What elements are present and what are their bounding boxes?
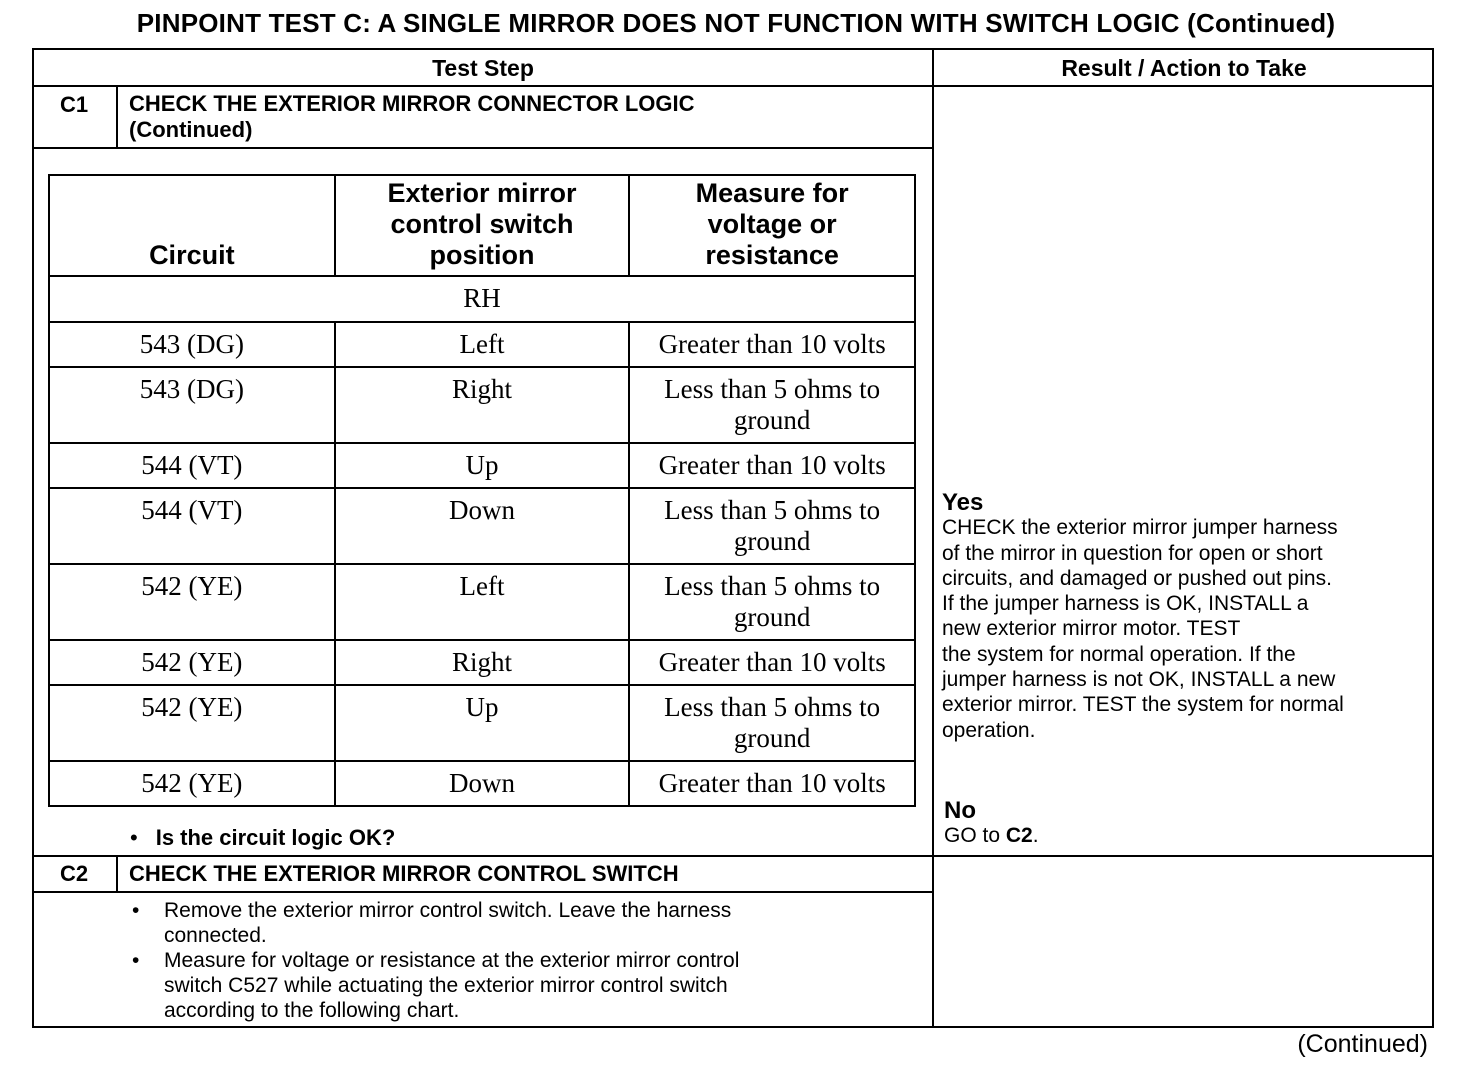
result-yes-line: of the mirror in question for open or short (942, 541, 1323, 565)
divider (34, 147, 932, 149)
cell-measure-line: Greater than 10 volts (658, 647, 886, 677)
chart-header-measure (629, 175, 915, 276)
step-id-c1: C1 (60, 92, 89, 117)
step-id-c2: C2 (60, 861, 89, 886)
cell-measure (629, 443, 915, 488)
step-title-c2: CHECK THE EXTERIOR MIRROR CONTROL SWITCH (129, 861, 679, 886)
result-yes-line: CHECK the exterior mirror jumper harness (942, 516, 1338, 540)
cell-measure (629, 322, 915, 367)
header-result-action: Result / Action to Take (1061, 55, 1307, 81)
chart-section-row (49, 276, 915, 322)
cell-position: Down (335, 761, 630, 806)
cell-circuit: 542 (YE) (49, 761, 335, 806)
cell-measure-line: Greater than 10 volts (658, 329, 886, 359)
result-yes-line: the system for normal operation. If the (942, 642, 1296, 666)
cell-circuit: 542 (YE) (49, 640, 335, 685)
table-row (49, 367, 915, 443)
chart-header-position (335, 175, 630, 276)
result-no-label: No (944, 797, 976, 824)
c2-bullet-1-line: connected. (164, 924, 267, 947)
table-row (49, 564, 915, 640)
divider (34, 855, 1432, 857)
divider (932, 50, 934, 1026)
step-title-c1-line1: CHECK THE EXTERIOR MIRROR CONNECTOR LOGIC (129, 91, 695, 116)
divider (34, 891, 932, 893)
c2-bullet-2-line: switch C527 while actuating the exterior mirror control switch (164, 974, 728, 997)
result-no (944, 798, 1434, 849)
cell-circuit: 543 (DG) (49, 367, 335, 443)
result-yes-line: new exterior mirror motor. TEST (942, 617, 1241, 641)
cell-position: Right (335, 640, 630, 685)
c2-bullet-2-line: according to the following chart. (164, 999, 460, 1022)
chart-header-circuit-text: Circuit (149, 240, 235, 270)
result-yes-line: circuits, and damaged or pushed out pins. (942, 566, 1332, 590)
cell-position: Up (335, 443, 630, 488)
cell-circuit: 544 (VT) (49, 488, 335, 564)
cell-measure-line: Less than 5 ohms to (664, 571, 881, 601)
cell-measure (629, 564, 915, 640)
chart-header-line: control switch (390, 209, 574, 239)
step-title-c1-line2: (Continued) (129, 117, 253, 142)
cell-measure (629, 488, 915, 564)
bullet-dot: • (132, 899, 140, 922)
table-row (49, 488, 915, 564)
cell-circuit: 544 (VT) (49, 443, 335, 488)
cell-measure-line: Greater than 10 volts (658, 450, 886, 480)
result-no-prefix: GO to (944, 824, 1006, 848)
result-yes-line: jumper harness is not OK, INSTALL a new (942, 668, 1336, 692)
cell-measure (629, 761, 915, 806)
chart-header-line: voltage or (707, 209, 837, 239)
result-yes-label: Yes (942, 489, 984, 516)
cell-measure-line: Less than 5 ohms to (664, 692, 881, 722)
result-no-suffix: . (1032, 824, 1039, 848)
result-yes-line: operation. (942, 718, 1036, 742)
table-row (49, 322, 915, 367)
cell-position: Right (335, 367, 630, 443)
result-yes-line: If the jumper harness is OK, INSTALL a (942, 592, 1309, 616)
cell-position: Left (335, 322, 630, 367)
result-no-target: C2 (1005, 824, 1033, 848)
c2-bullet-1-line: Remove the exterior mirror control switch. Leave the harness (164, 899, 732, 922)
table-row (49, 761, 915, 806)
result-no-text (944, 823, 1434, 848)
bullet-dot: • (132, 949, 140, 972)
cell-measure (629, 367, 915, 443)
cell-measure-line: ground (733, 723, 811, 753)
question-text: Is the circuit logic OK? (155, 825, 396, 850)
header-test-step: Test Step (432, 55, 534, 81)
chart-header-row (49, 175, 915, 276)
chart-header-line: resistance (705, 240, 839, 270)
c2-instructions (130, 898, 910, 1023)
page-title: PINPOINT TEST C: A SINGLE MIRROR DOES NOT FUNCTION WITH SWITCH LOGIC (Continued) (136, 8, 1336, 38)
chart-section-rh: RH (49, 276, 915, 322)
c2-bullet-2-line: Measure for voltage or resistance at the exterior mirror control (164, 949, 740, 972)
cell-circuit: 542 (YE) (49, 685, 335, 761)
divider (34, 85, 1432, 87)
cell-measure-line: Less than 5 ohms to (664, 495, 881, 525)
continued-label: (Continued) (1297, 1030, 1428, 1058)
c2-bullet-1 (130, 898, 910, 948)
circuit-logic-question (130, 825, 395, 851)
cell-measure-line: Greater than 10 volts (658, 768, 886, 798)
cell-measure-line: ground (733, 602, 811, 632)
result-yes-line: exterior mirror. TEST the system for normal (942, 693, 1344, 717)
table-row (49, 443, 915, 488)
table-row (49, 685, 915, 761)
cell-position: Down (335, 488, 630, 564)
cell-measure-line: ground (733, 526, 811, 556)
bullet-dot: • (130, 825, 138, 850)
circuit-logic-chart (48, 174, 916, 807)
c2-bullet-2 (130, 948, 910, 1023)
cell-position: Left (335, 564, 630, 640)
cell-position: Up (335, 685, 630, 761)
divider (116, 855, 118, 892)
chart-header-line: Exterior mirror (387, 178, 577, 208)
cell-measure (629, 685, 915, 761)
chart-header-line: position (429, 240, 535, 270)
cell-measure-line: Less than 5 ohms to (664, 374, 881, 404)
cell-circuit: 543 (DG) (49, 322, 335, 367)
cell-measure-line: ground (733, 405, 811, 435)
step-title-c1 (129, 91, 695, 143)
cell-measure (629, 640, 915, 685)
result-c1 (942, 490, 1432, 743)
chart-header-line: Measure for (695, 178, 849, 208)
divider (116, 85, 118, 147)
cell-circuit: 542 (YE) (49, 564, 335, 640)
table-row (49, 640, 915, 685)
chart-header-circuit (49, 175, 335, 276)
